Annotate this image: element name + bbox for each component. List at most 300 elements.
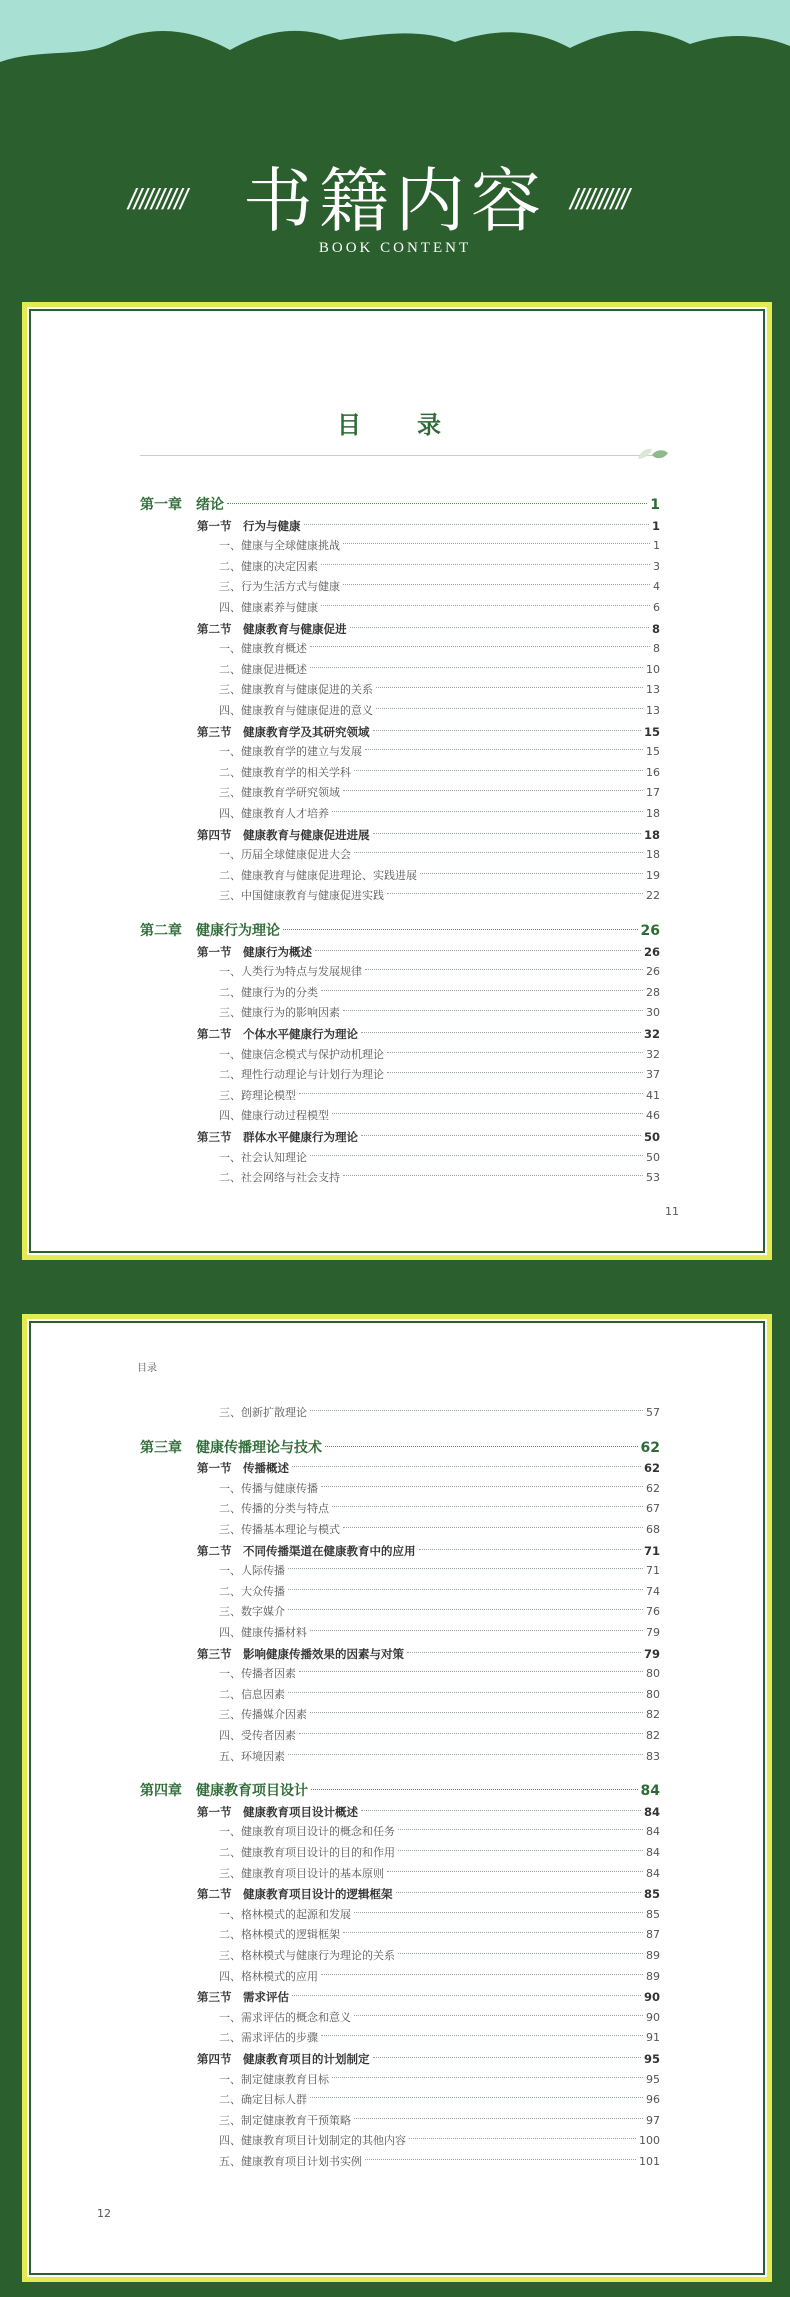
dot-leader [332, 811, 643, 812]
toc-page-number: 30 [646, 1006, 660, 1020]
toc-item-row[interactable] [219, 598, 660, 618]
toc-item-row[interactable] [219, 557, 660, 577]
dot-leader [288, 1568, 643, 1569]
section-title: 健康教育与健康促进 [243, 621, 347, 636]
toc-page-number: 67 [646, 1502, 660, 1516]
dot-leader [354, 1912, 643, 1913]
section-title: 健康教育项目的计划制定 [243, 2052, 370, 2066]
toc-page-number: 68 [646, 1523, 660, 1536]
dot-leader [227, 503, 647, 504]
toc-page-number: 85 [643, 1887, 660, 1902]
page-subtitle: BOOK CONTENT [318, 240, 472, 256]
heading-divider [140, 455, 660, 456]
item-title: 一、健康教育学的建立与发展 [219, 745, 362, 759]
item-title: 三、数字媒介 [219, 1605, 285, 1619]
toc-item-row[interactable] [219, 2131, 660, 2151]
item-title: 三、健康教育学研究领域 [219, 786, 340, 800]
toc-page-number: 26 [640, 923, 660, 939]
toc-page-number: 71 [646, 1564, 660, 1578]
toc-chapter-row[interactable] [140, 921, 660, 941]
item-title: 四、健康教育人才培养 [219, 807, 329, 820]
section-number: 第一节 [197, 518, 232, 533]
toc-item-row[interactable] [219, 983, 660, 1003]
toc-item-row[interactable] [219, 2028, 660, 2048]
toc-section-row[interactable] [197, 1802, 660, 1822]
dot-leader [373, 2057, 641, 2058]
toc-page-number: 16 [646, 765, 660, 779]
toc-page-number: 84 [646, 1866, 660, 1880]
toc-page-number: 46 [646, 1109, 660, 1123]
item-title: 一、社会认知理论 [219, 1150, 307, 1164]
toc-page-number: 96 [646, 2093, 660, 2107]
toc-item-row[interactable] [219, 577, 660, 597]
dot-leader [398, 1850, 643, 1851]
toc-item-row[interactable] [219, 763, 660, 783]
item-title: 一、健康教育项目设计的概念和任务 [219, 1825, 395, 1839]
toc-page-number: 80 [646, 1667, 660, 1681]
section-number: 第三节 [197, 724, 232, 739]
toc-page-number: 19 [646, 868, 660, 882]
toc-page-number: 90 [646, 2010, 660, 2024]
dot-leader [292, 1466, 641, 1467]
toc-item-row[interactable] [219, 1582, 660, 1602]
section-number: 第二节 [197, 1543, 232, 1558]
dot-leader [325, 1446, 638, 1447]
dot-leader [387, 1072, 643, 1073]
toc-heading: 目 录 [337, 411, 457, 439]
toc-page-number: 18 [646, 807, 660, 820]
dot-leader [321, 990, 643, 991]
dot-leader [419, 1549, 641, 1550]
toc-item-row[interactable] [219, 2090, 660, 2110]
page-number: 12 [97, 2207, 111, 2220]
dot-leader [310, 667, 643, 668]
item-title: 一、历届全球健康促进大会 [219, 848, 351, 862]
toc-page-number: 37 [646, 1068, 660, 1082]
section-number: 第二节 [197, 1027, 232, 1041]
toc-section-row[interactable] [197, 516, 660, 536]
dot-leader [343, 1010, 643, 1011]
dot-leader [343, 1527, 643, 1528]
dot-leader [343, 1932, 643, 1933]
page-title: 书籍内容 [243, 160, 547, 242]
toc-chapter-row[interactable] [140, 1781, 660, 1801]
toc-page-number: 15 [643, 724, 660, 739]
toc-item-row[interactable] [219, 639, 660, 659]
dot-leader [283, 929, 638, 930]
toc-item-row[interactable] [219, 1148, 660, 1168]
dot-leader [409, 2138, 636, 2139]
item-title: 三、跨理论模型 [219, 1088, 296, 1102]
chapter-title: 健康行为理论 [196, 923, 280, 939]
toc-page-number: 15 [646, 745, 660, 759]
toc-section-row[interactable] [197, 1644, 660, 1664]
item-title: 四、受传者因素 [219, 1729, 296, 1742]
toc-page-number: 8 [653, 642, 660, 656]
dot-leader [361, 1135, 641, 1136]
dot-leader [354, 2015, 643, 2016]
toc-item-row[interactable] [219, 1967, 660, 1987]
toc-item-row[interactable] [219, 1822, 660, 1842]
toc-page-number: 89 [646, 1949, 660, 1962]
dot-leader [343, 543, 650, 544]
section-title: 健康教育项目设计的逻辑框架 [243, 1887, 393, 1902]
book-content-header [0, 150, 790, 270]
section-title: 传播概述 [243, 1461, 289, 1476]
toc-page-number: 57 [646, 1406, 660, 1419]
toc-page-number: 85 [646, 1907, 660, 1921]
item-title: 一、健康信念模式与保护动机理论 [219, 1047, 384, 1061]
item-title: 四、健康教育项目计划制定的其他内容 [219, 2134, 406, 2148]
toc-item-row[interactable] [219, 1685, 660, 1705]
dot-leader [310, 2097, 643, 2098]
dot-leader [387, 1052, 643, 1053]
item-title: 四、健康素养与健康 [219, 601, 318, 614]
item-title: 一、制定健康教育目标 [219, 2072, 329, 2086]
toc-item-row[interactable] [219, 1168, 660, 1188]
toc-page-number: 84 [643, 1804, 660, 1819]
toc-item-row[interactable] [219, 804, 660, 824]
chapter-number: 第一章 [140, 497, 182, 513]
toc-page-number: 1 [651, 518, 660, 533]
section-title: 健康教育与健康促进进展 [243, 827, 370, 842]
toc-page-number: 90 [643, 1990, 660, 2005]
item-title: 一、传播者因素 [219, 1667, 296, 1681]
toc-item-row[interactable] [219, 1623, 660, 1643]
dot-leader [343, 790, 643, 791]
dot-leader [332, 1506, 643, 1507]
toc-item-row[interactable] [219, 1726, 660, 1746]
section-title: 健康行为概述 [243, 944, 312, 959]
dot-leader [321, 1486, 643, 1487]
section-title: 健康教育学及其研究领域 [243, 724, 370, 739]
toc-item-row[interactable] [219, 2008, 660, 2028]
item-title: 二、社会网络与社会支持 [219, 1171, 340, 1185]
toc-chapter-row[interactable] [140, 1438, 660, 1458]
dot-leader [387, 893, 643, 894]
toc-page-number: 62 [646, 1481, 660, 1495]
item-title: 二、需求评估的步骤 [219, 2031, 318, 2045]
page-number: 11 [665, 1205, 679, 1218]
toc-item-row[interactable] [219, 1864, 660, 1884]
item-title: 三、制定健康教育干预策略 [219, 2113, 351, 2127]
toc-item-row[interactable] [219, 1106, 660, 1126]
item-title: 一、健康与全球健康挑战 [219, 539, 340, 553]
item-title: 二、理性行动理论与计划行为理论 [219, 1068, 384, 1082]
toc-item-row[interactable] [219, 1403, 660, 1423]
dot-leader [315, 950, 641, 951]
dot-leader [407, 1652, 641, 1653]
item-title: 一、需求评估的概念和意义 [219, 2010, 351, 2024]
toc-page-number: 8 [651, 621, 660, 636]
section-number: 第二节 [197, 621, 232, 636]
item-title: 三、健康行为的影响因素 [219, 1006, 340, 1020]
dot-leader [310, 1630, 643, 1631]
toc-page-number: 32 [646, 1047, 660, 1061]
item-title: 二、健康的决定因素 [219, 559, 318, 573]
toc-section-row[interactable] [197, 1127, 660, 1147]
item-title: 四、健康传播材料 [219, 1626, 307, 1639]
chapter-title: 健康教育项目设计 [196, 1783, 308, 1800]
item-title: 二、传播的分类与特点 [219, 1502, 329, 1516]
toc-page-number: 84 [640, 1783, 660, 1800]
dot-leader [321, 605, 650, 606]
toc-page-number: 13 [646, 683, 660, 697]
section-title: 群体水平健康行为理论 [243, 1130, 358, 1144]
dot-leader [365, 2159, 636, 2160]
toc-item-row[interactable] [219, 1499, 660, 1519]
section-number: 第一节 [197, 1804, 232, 1819]
section-title: 影响健康传播效果的因素与对策 [243, 1646, 404, 1661]
toc-section-row[interactable] [197, 825, 660, 845]
item-title: 二、健康教育学的相关学科 [219, 765, 351, 779]
toc-item-row[interactable] [219, 962, 660, 982]
dot-leader [299, 1733, 643, 1734]
dot-leader [299, 1671, 643, 1672]
toc-page-number: 71 [643, 1543, 660, 1558]
slash-decoration-left: ////////// [125, 184, 188, 214]
dot-leader [354, 852, 643, 853]
dot-leader [288, 1692, 643, 1693]
dot-leader [288, 1609, 643, 1610]
toc-page-number: 100 [639, 2134, 660, 2148]
toc-page-number: 13 [646, 704, 660, 717]
item-title: 五、健康教育项目计划书实例 [219, 2155, 362, 2168]
toc-section-row[interactable] [197, 1024, 660, 1044]
item-title: 三、健康教育项目设计的基本原则 [219, 1866, 384, 1880]
toc-page-number: 53 [646, 1171, 660, 1185]
toc-item-row[interactable] [219, 1561, 660, 1581]
toc-page-number: 22 [646, 889, 660, 903]
section-number: 第二节 [197, 1887, 232, 1902]
toc-page-number: 95 [646, 2072, 660, 2086]
toc-item-row[interactable] [219, 660, 660, 680]
toc-page-number: 83 [646, 1749, 660, 1763]
chapter-number: 第四章 [140, 1783, 182, 1800]
dot-leader [321, 564, 650, 565]
section-number: 第四节 [197, 2052, 232, 2066]
toc-item-row[interactable] [219, 680, 660, 700]
slash-decoration-right: ////////// [567, 184, 630, 214]
toc-page-number: 87 [646, 1928, 660, 1942]
dot-leader [350, 627, 649, 628]
dot-leader [354, 770, 643, 771]
dot-leader [354, 2118, 643, 2119]
section-title: 个体水平健康行为理论 [243, 1027, 358, 1041]
dot-leader [398, 1953, 643, 1954]
item-title: 二、健康教育项目设计的目的和作用 [219, 1846, 395, 1859]
dot-leader [420, 873, 643, 874]
toc-item-row[interactable] [219, 2070, 660, 2090]
item-title: 三、格林模式与健康行为理论的关系 [219, 1949, 395, 1962]
toc-item-row[interactable] [219, 1747, 660, 1767]
toc-page-number: 10 [646, 662, 660, 676]
toc-page-number: 17 [646, 786, 660, 800]
dot-leader [361, 1810, 641, 1811]
toc-page-number: 84 [646, 1846, 660, 1859]
toc-item-row[interactable] [219, 1602, 660, 1622]
toc-item-row[interactable] [219, 742, 660, 762]
toc-page-number: 3 [653, 559, 660, 573]
item-title: 三、中国健康教育与健康促进实践 [219, 889, 384, 903]
hill-decoration [0, 0, 790, 100]
toc-page-number: 76 [646, 1605, 660, 1619]
toc-page-11 [22, 302, 772, 1260]
section-number: 第三节 [197, 1990, 232, 2005]
section-number: 第四节 [197, 827, 232, 842]
dot-leader [288, 1754, 643, 1755]
toc-page-number: 74 [646, 1584, 660, 1598]
toc-page-number: 80 [646, 1687, 660, 1701]
toc-item-row[interactable] [219, 536, 660, 556]
toc-item-row[interactable] [219, 701, 660, 721]
toc-item-row[interactable] [219, 1843, 660, 1863]
toc-page-number: 1 [653, 539, 660, 553]
item-title: 三、健康教育与健康促进的关系 [219, 683, 373, 697]
item-title: 三、传播媒介因素 [219, 1708, 307, 1722]
item-title: 一、传播与健康传播 [219, 1481, 318, 1495]
toc-page-number: 89 [646, 1969, 660, 1983]
item-title: 四、格林模式的应用 [219, 1969, 318, 1983]
dot-leader [304, 524, 649, 525]
toc-page-number: 26 [643, 944, 660, 959]
dot-leader [365, 749, 643, 750]
section-title: 行为与健康 [243, 518, 301, 533]
leaf-icon [632, 443, 672, 467]
toc-page-number: 79 [643, 1646, 660, 1661]
dot-leader [343, 584, 650, 585]
chapter-number: 第三章 [140, 1439, 182, 1456]
dot-leader [373, 833, 641, 834]
dot-leader [321, 2035, 643, 2036]
toc-page-number: 101 [639, 2155, 660, 2168]
item-title: 二、健康促进概述 [219, 662, 307, 676]
toc-page-number: 95 [643, 2052, 660, 2066]
chapter-number: 第二章 [140, 923, 182, 939]
toc-item-row[interactable] [219, 1045, 660, 1065]
toc-section-row[interactable] [197, 1458, 660, 1478]
section-title: 健康教育项目设计概述 [243, 1804, 358, 1819]
dot-leader [332, 1113, 643, 1114]
item-title: 二、格林模式的逻辑框架 [219, 1928, 340, 1942]
toc-chapter-row[interactable] [140, 495, 660, 515]
toc-page-number: 1 [650, 497, 660, 513]
dot-leader [361, 1032, 641, 1033]
toc-page-number: 79 [646, 1626, 660, 1639]
dot-leader [310, 646, 650, 647]
section-title: 不同传播渠道在健康教育中的应用 [243, 1543, 416, 1558]
item-title: 三、传播基本理论与模式 [219, 1523, 340, 1536]
item-title: 四、健康教育与健康促进的意义 [219, 704, 373, 717]
toc-section-row[interactable] [197, 942, 660, 962]
toc-page-number: 82 [646, 1729, 660, 1742]
dot-leader [365, 969, 643, 970]
dot-leader [292, 1995, 641, 1996]
dot-leader [373, 730, 641, 731]
item-title: 二、确定目标人群 [219, 2093, 307, 2107]
toc-page-number: 4 [653, 580, 660, 594]
toc-section-row[interactable] [197, 619, 660, 639]
dot-leader [310, 1155, 643, 1156]
item-title: 二、信息因素 [219, 1687, 285, 1701]
toc-item-row[interactable] [219, 1925, 660, 1945]
toc-page-number: 91 [646, 2031, 660, 2045]
dot-leader [376, 687, 643, 688]
dot-leader [299, 1093, 643, 1094]
dot-leader [332, 2077, 643, 2078]
toc-page-number: 62 [643, 1461, 660, 1476]
item-title: 二、大众传播 [219, 1584, 285, 1598]
toc-page-number: 6 [653, 601, 660, 614]
toc-item-row[interactable] [219, 886, 660, 906]
dot-leader [376, 708, 643, 709]
section-number: 第三节 [197, 1646, 232, 1661]
toc-item-row[interactable] [219, 1065, 660, 1085]
dot-leader [398, 1829, 643, 1830]
toc-page-number: 18 [643, 827, 660, 842]
toc-item-row[interactable] [219, 1946, 660, 1966]
item-title: 三、行为生活方式与健康 [219, 580, 340, 594]
toc-page-12 [22, 1314, 772, 2282]
dot-leader [310, 1410, 643, 1411]
toc-item-row[interactable] [219, 1086, 660, 1106]
toc-section-row[interactable] [197, 1987, 660, 2007]
item-title: 二、健康行为的分类 [219, 985, 318, 999]
toc-item-row[interactable] [219, 1479, 660, 1499]
toc-item-row[interactable] [219, 2111, 660, 2131]
toc-item-row[interactable] [219, 1905, 660, 1925]
toc-item-row[interactable] [219, 2152, 660, 2172]
section-number: 第一节 [197, 944, 232, 959]
toc-section-row[interactable] [197, 722, 660, 742]
toc-item-row[interactable] [219, 1664, 660, 1684]
toc-item-row[interactable] [219, 1003, 660, 1023]
toc-item-row[interactable] [219, 783, 660, 803]
toc-section-row[interactable] [197, 1884, 660, 1904]
section-number: 第一节 [197, 1461, 232, 1476]
item-title: 五、环境因素 [219, 1749, 285, 1763]
dot-leader [288, 1589, 643, 1590]
toc-page-number: 50 [646, 1150, 660, 1164]
toc-item-row[interactable] [219, 1705, 660, 1725]
dot-leader [321, 1974, 643, 1975]
toc-item-row[interactable] [219, 866, 660, 886]
toc-page-number: 84 [646, 1825, 660, 1839]
running-head: 目录 [137, 1363, 157, 1374]
toc-page-number: 32 [643, 1027, 660, 1041]
toc-page-number: 41 [646, 1088, 660, 1102]
chapter-title: 健康传播理论与技术 [196, 1439, 322, 1456]
item-title: 四、健康行动过程模型 [219, 1109, 329, 1123]
toc-section-row[interactable] [197, 1541, 660, 1561]
item-title: 一、格林模式的起源和发展 [219, 1907, 351, 1921]
toc-page-number: 82 [646, 1708, 660, 1722]
toc-section-row[interactable] [197, 2049, 660, 2069]
toc-page-number: 28 [646, 985, 660, 999]
item-title: 三、创新扩散理论 [219, 1406, 307, 1419]
dot-leader [387, 1871, 643, 1872]
dot-leader [396, 1892, 641, 1893]
toc-page-number: 97 [646, 2113, 660, 2127]
item-title: 二、健康教育与健康促进理论、实践进展 [219, 868, 417, 882]
toc-page-number: 18 [646, 848, 660, 862]
section-title: 需求评估 [243, 1990, 289, 2005]
toc-item-row[interactable] [219, 1520, 660, 1540]
dot-leader [343, 1175, 643, 1176]
section-number: 第三节 [197, 1130, 232, 1144]
toc-item-row[interactable] [219, 845, 660, 865]
toc-page-number: 26 [646, 965, 660, 979]
